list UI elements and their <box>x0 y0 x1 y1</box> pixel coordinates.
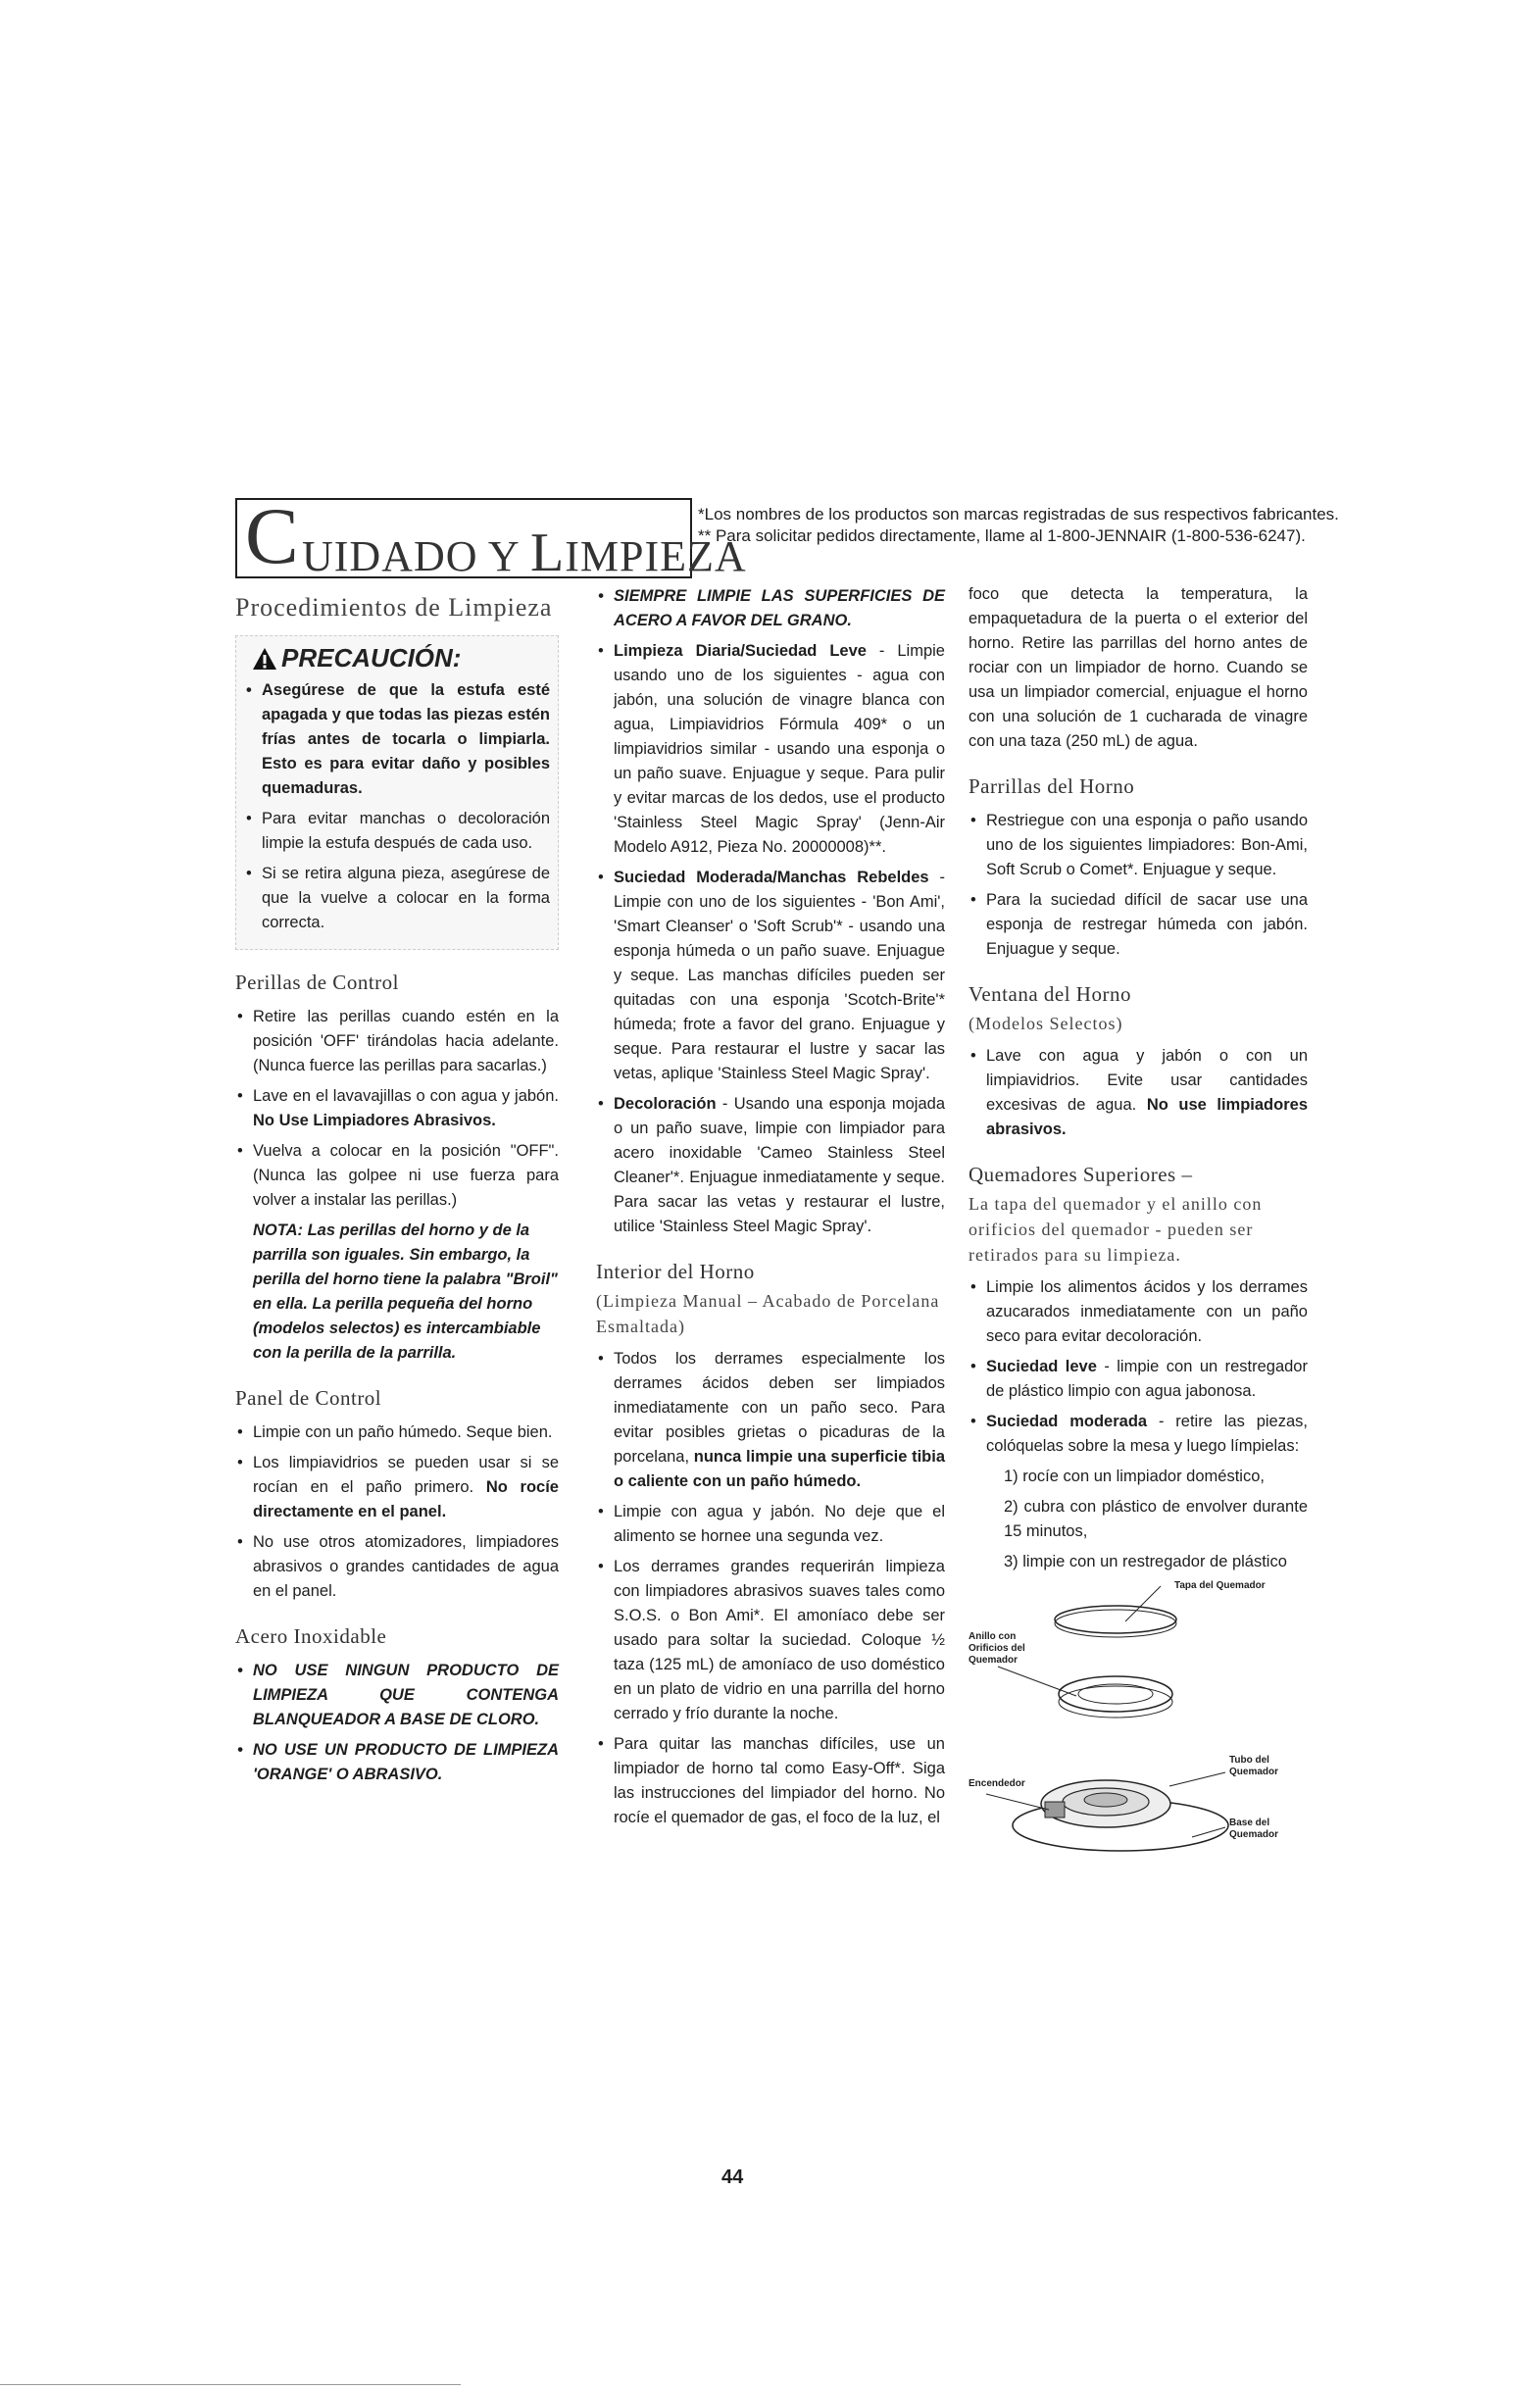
list-item-bold: No use limpiadores abrasivos. <box>986 1096 1308 1138</box>
section-subheading-interior: (Limpieza Manual – Acabado de Porcelana Esmaltada) <box>596 1291 940 1336</box>
list-item <box>969 1044 1308 1142</box>
section-subheading-ventana: (Modelos Selectos) <box>969 1014 1123 1033</box>
section-subheading-quemadores: La tapa del quemador y el anillo con orificios del quemador - pueden ser retirados para su limpieza. <box>969 1194 1263 1265</box>
section-heading-quemadores: Quemadores Superiores – <box>969 1163 1193 1186</box>
list-item-text: - Usando una esponja mojada o un paño suave, limpie con limpiador para acero inoxidable 'Cameo Stainless Steel Cleaner'*. Enjuague inmediatamente y seque. Para sacar las vetas y restaurar el lustre, utilice 'Stainless Steel Magic Spray'. <box>614 1095 945 1235</box>
list-item: • Para la suciedad difícil de sacar use una esponja de restregar húmeda con jabón. Enjuague y seque. <box>969 888 1308 962</box>
perillas-note: NOTA: Las perillas del horno y de la parrilla son iguales. Sin embargo, la perilla del horno tiene la palabra "Broil" en ella. La perilla pequeña del horno (modelos selectos) es intercambiable con la perilla de la parrilla. <box>253 1221 558 1362</box>
burner-diagram <box>969 1580 1308 1894</box>
list-item-text: - Limpie con uno de los siguientes - 'Bon Ami', 'Smart Cleanser' o 'Soft Scrub'* - usando una esponja húmeda o un paño suave. Enjuague y seque. Las manchas difíciles pueden ser quitadas con una esponja 'Scotch-Brite'* húmeda; frote a favor del grano. Enjuague y seque. Para restaurar el lustre y sacar las vetas, aplique 'Stainless Steel Magic Spray'. <box>614 869 945 1082</box>
list-item-bold: nunca limpie una superficie tibia o caliente con un paño húmedo. <box>614 1448 945 1490</box>
page-number: 44 <box>721 2167 744 2188</box>
list-item <box>969 1410 1308 1459</box>
warning-icon <box>252 647 277 671</box>
section-heading-panel: Panel de Control <box>235 1386 382 1410</box>
list-item: • Retire las perillas cuando estén en la posición 'OFF' tirándolas hacia adelante. (Nunca fuerce las perillas para sacarlas.) <box>235 1005 559 1078</box>
list-item-text: - Limpie usando uno de los siguientes - agua con jabón, una solución de vinagre blanca con agua, Limpiavidrios Fórmula 409* o un limpiavidrios similar - usando una esponja o un paño suave. Enjuague y seque. Para pulir y evitar marcas de los dedos, use el producto 'Stainless Steel Magic Spray' (Jenn-Air Modelo A912, Pieza No. 20000008)**. <box>614 642 945 856</box>
list-item <box>235 1451 559 1524</box>
column-1 <box>235 578 559 1793</box>
page-title <box>235 491 747 583</box>
section-heading-procedimientos: Procedimientos de Limpieza <box>235 593 553 622</box>
list-item-bold: No rocíe directamente en el panel. <box>253 1478 559 1520</box>
continued-text: foco que detecta la temperatura, la empaquetadura de la puerta o el exterior del horno. Retire las parrillas del horno antes de rociar con un limpiador de horno. Cuando se usa un limpiador comercial, enjuague el horno con una solución de 1 cucharada de vinagre con una taza (250 mL) de agua. <box>969 585 1308 750</box>
list-item-text: - retire las piezas, colóquelas sobre la mesa y luego límpielas: <box>986 1413 1308 1455</box>
list-item: • Los derrames grandes requerirán limpieza con limpiadores abrasivos suaves tales como S.O.S. o Bon Ami*. El amoníaco debe ser usado para soltar la suciedad. Coloque ½ taza (125 mL) de amoníaco de uso doméstico en un plato de vidrio en una parrilla del horno cerrado y frío durante la noche. <box>596 1555 945 1726</box>
list-item-text: Los limpiavidrios se pueden usar si se rocían en el paño primero. <box>253 1454 559 1496</box>
header-notes <box>698 504 1339 547</box>
title-initial: C <box>245 491 300 580</box>
label-tubo: Tubo del Quemador <box>1229 1755 1279 1777</box>
list-item <box>235 1084 559 1133</box>
step-item: 3) limpie con un restregador de plástico <box>1004 1553 1287 1570</box>
list-item: • Vuelva a colocar en la posición "OFF". (Nunca las golpee ni use fuerza para volver a instalar las perillas.) <box>235 1139 559 1213</box>
list-item: • Para quitar las manchas difíciles, use un limpiador de horno tal como Easy-Off*. Siga las instrucciones del limpiador del horno. No rocíe el quemador de gas, el foco de la luz, el <box>596 1732 945 1830</box>
list-item <box>596 866 945 1086</box>
list-item-text: Lave con agua y jabón o con un limpiavidrios. Evite usar cantidades excesivas de agua. <box>986 1047 1308 1114</box>
list-item: • NO USE NINGUN PRODUCTO DE LIMPIEZA QUE CONTENGA BLANQUEADOR A BASE DE CLORO. <box>235 1659 559 1732</box>
list-item-bold: Decoloración <box>614 1095 717 1113</box>
section-heading-interior: Interior del Horno <box>596 1260 755 1283</box>
label-tapa: Tapa del Quemador <box>1174 1580 1266 1591</box>
caution-item: • Para evitar manchas o decoloración limpie la estufa después de cada uso. <box>244 807 550 856</box>
section-heading-ventana: Ventana del Horno <box>969 982 1131 1006</box>
list-item <box>596 639 945 860</box>
list-item <box>596 1347 945 1494</box>
caution-title <box>252 643 550 672</box>
list-item-bold: No Use Limpiadores Abrasivos. <box>253 1112 496 1129</box>
list-item-bold: Limpieza Diaria/Suciedad Leve <box>614 642 867 660</box>
column-3 <box>969 578 1308 1894</box>
section-heading-parrillas: Parrillas del Horno <box>969 774 1135 798</box>
step-item: 2) cubra con plástico de envolver durante 15 minutos, <box>1004 1498 1308 1540</box>
title-part2: L <box>530 523 566 583</box>
list-item-bold: Suciedad moderada <box>986 1413 1148 1430</box>
title-rest <box>302 522 747 584</box>
list-item-bold: Suciedad leve <box>986 1358 1097 1375</box>
step-item: 1) rocíe con un limpiador doméstico, <box>1004 1468 1265 1485</box>
title-part1: UIDADO Y <box>302 532 531 580</box>
list-item <box>596 1092 945 1239</box>
list-item-text: Lave en el lavavajillas o con agua y jabón. <box>253 1087 559 1105</box>
label-base: Base del Quemador <box>1229 1818 1279 1840</box>
list-item: • Restriegue con una esponja o paño usando uno de los siguientes limpiadores: Bon-Ami, Soft Scrub o Comet*. Enjuague y seque. <box>969 809 1308 882</box>
section-heading-acero: Acero Inoxidable <box>235 1624 387 1648</box>
list-item: • No use otros atomizadores, limpiadores abrasivos o grandes cantidades de agua en el panel. <box>235 1530 559 1604</box>
trademark-note: *Los nombres de los productos son marcas registradas de sus respectivos fabricantes. <box>698 505 1339 523</box>
order-note: ** Para solicitar pedidos directamente, llame al 1-800-JENNAIR (1-800-536-6247). <box>698 526 1306 545</box>
list-item-bold: Suciedad Moderada/Manchas Rebeldes <box>614 869 929 886</box>
caution-box <box>235 635 559 950</box>
list-item: • SIEMPRE LIMPIE LAS SUPERFICIES DE ACERO A FAVOR DEL GRANO. <box>596 584 945 633</box>
list-item-text: - limpie con un restregador de plástico limpio con agua jabonosa. <box>986 1358 1308 1400</box>
footer-rule <box>0 2384 461 2385</box>
list-item-text: Todos los derrames especialmente los derrames ácidos deben ser limpiados inmediatamente con un paño seco. Para evitar posibles grietas o picaduras de la porcelana, <box>614 1350 945 1466</box>
list-item: • NO USE UN PRODUCTO DE LIMPIEZA 'ORANGE' O ABRASIVO. <box>235 1738 559 1787</box>
list-item: • Limpie con agua y jabón. No deje que el alimento se hornee una segunda vez. <box>596 1500 945 1549</box>
burner-illustration <box>969 1580 1308 1894</box>
caution-item: • Si se retira alguna pieza, asegúrese de que la vuelve a colocar en la forma correcta. <box>244 862 550 935</box>
list-item: • Limpie con un paño húmedo. Seque bien. <box>235 1420 559 1445</box>
section-heading-perillas: Perillas de Control <box>235 971 399 994</box>
title-part3: IMPIEZA <box>565 532 747 580</box>
caution-item: • Asegúrese de que la estufa esté apagada y que todas las piezas estén frías antes de tocarla o limpiarla. Esto es para evitar daño y posibles quemaduras. <box>244 678 550 801</box>
label-anillo: Anillo con Orificios del Quemador <box>969 1631 1025 1666</box>
column-2 <box>596 578 945 1836</box>
list-item <box>969 1355 1308 1404</box>
list-item: • Limpie los alimentos ácidos y los derrames azucarados inmediatamente con un paño seco para evitar decoloración. <box>969 1275 1308 1349</box>
label-encendedor: Encendedor <box>969 1778 1025 1789</box>
caution-label: PRECAUCIÓN: <box>281 643 462 672</box>
